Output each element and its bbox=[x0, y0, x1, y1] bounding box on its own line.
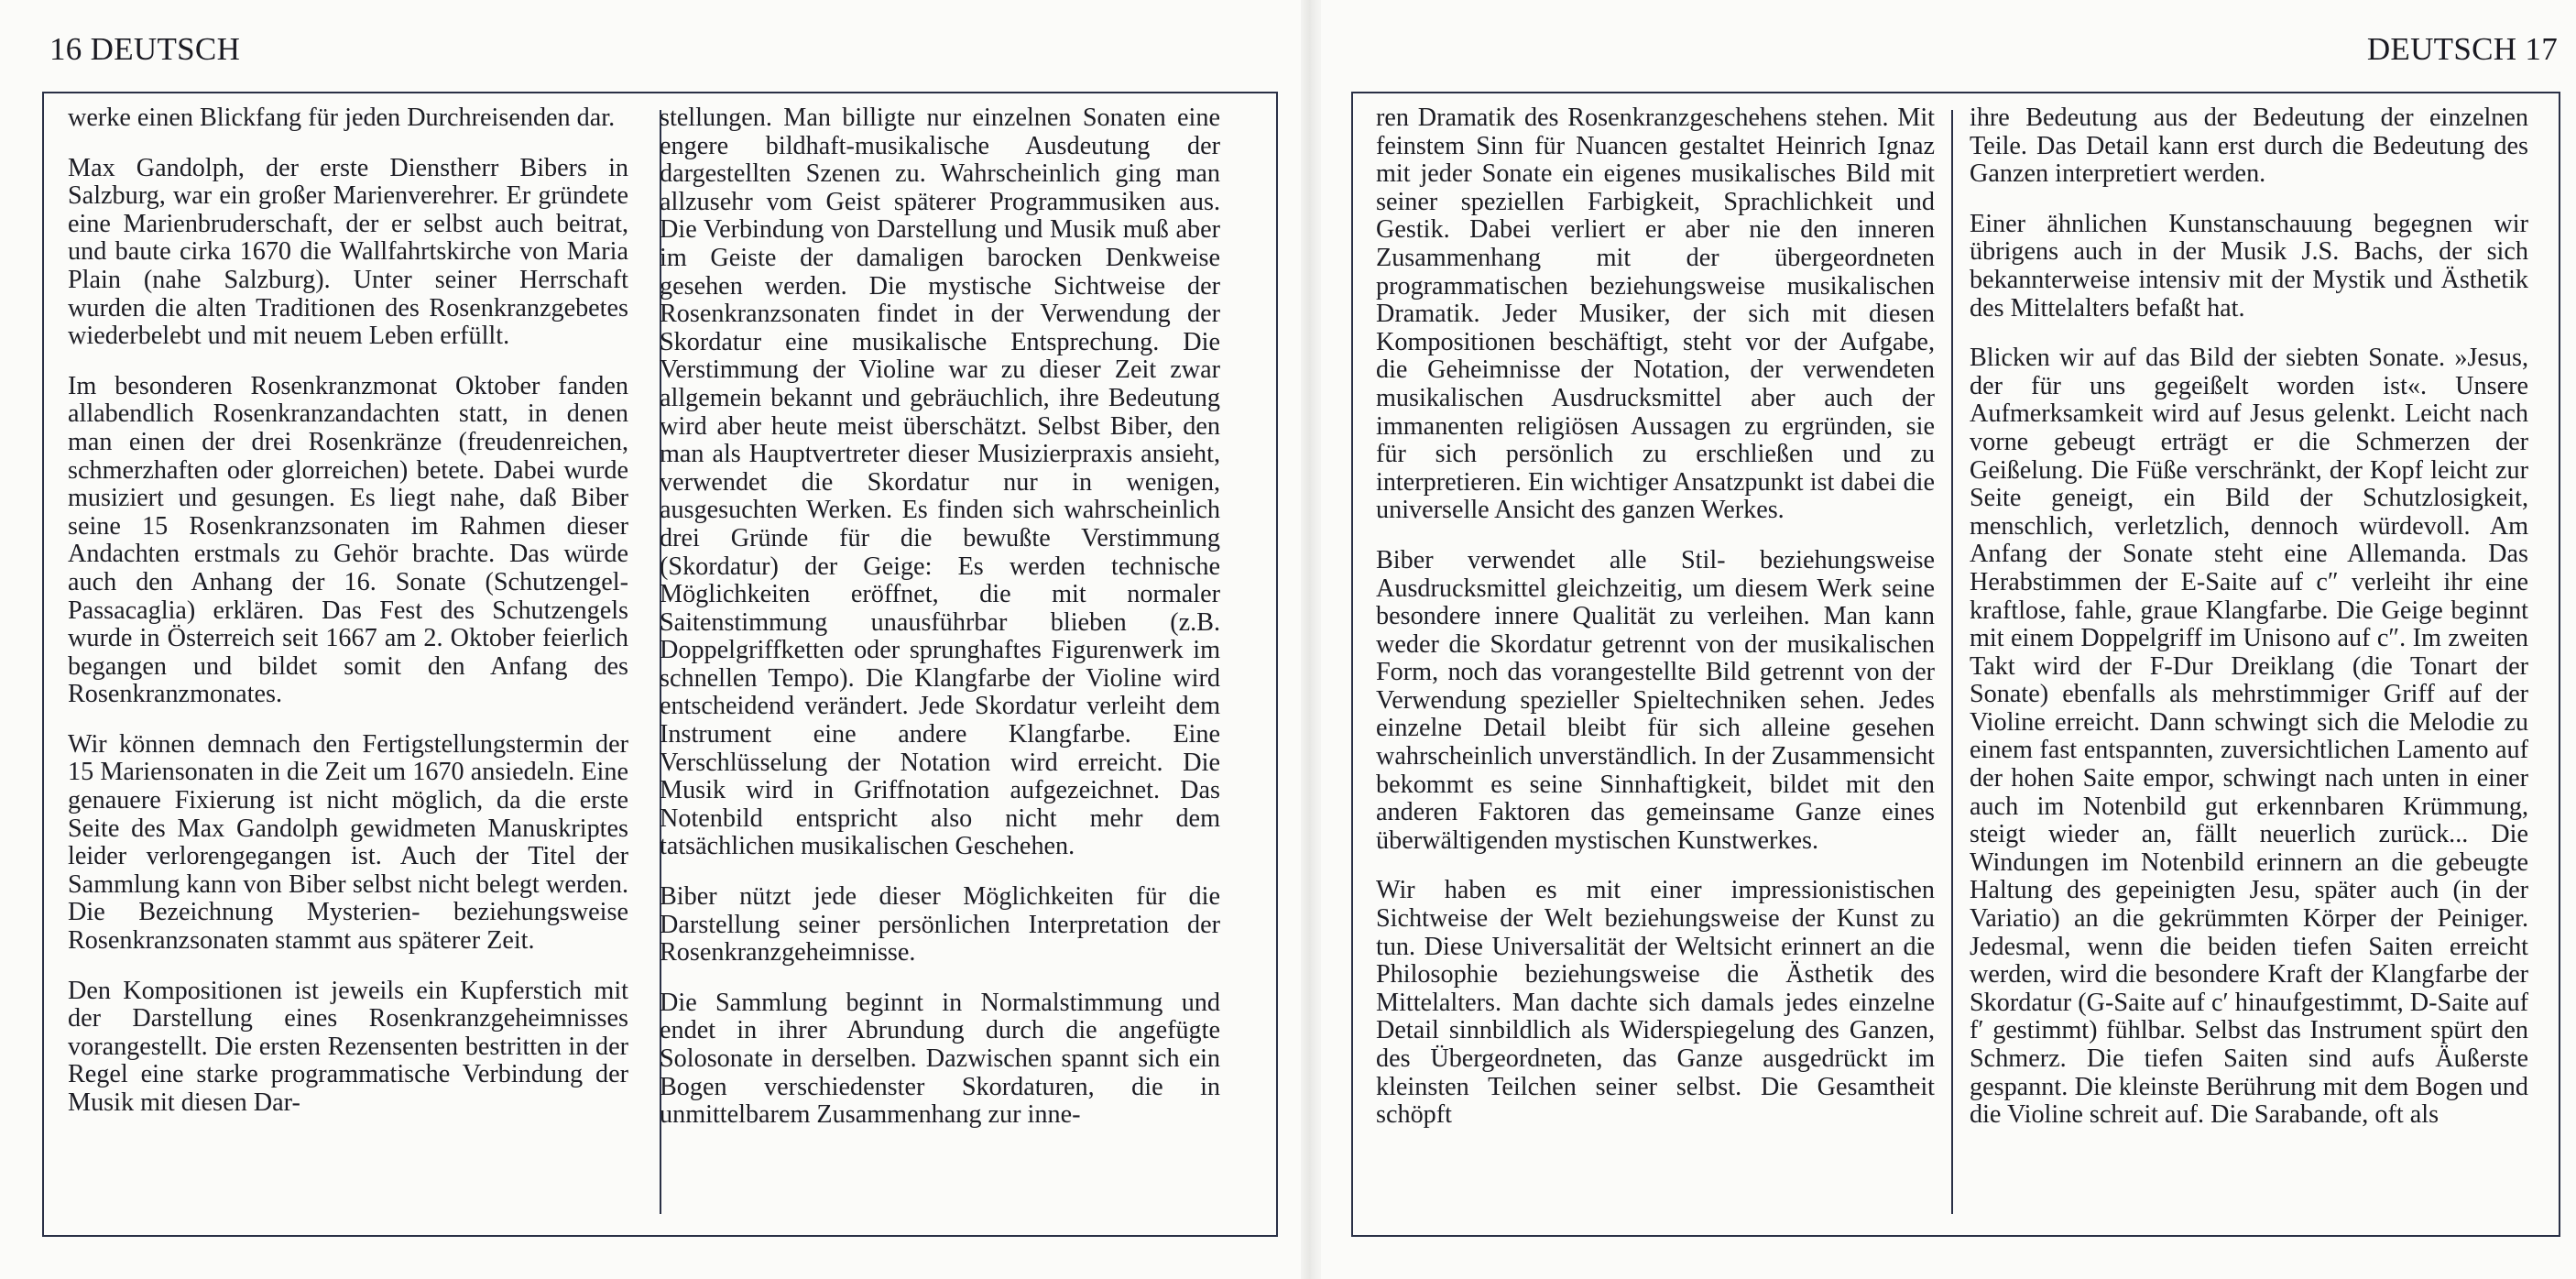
paragraph: Die Sammlung beginnt in Normalstimmung und endet in ihrer Abrundung durch die angefügte Solosonate in derselben. Dazwischen spannt sich ein Bogen verschiedenster Skordaturen, die in unmittelbarem Zusammenhang zur inne- bbox=[660, 988, 1220, 1130]
right-page-column-2 bbox=[1970, 104, 2528, 1130]
right-column-rule bbox=[1951, 110, 1953, 1214]
paragraph: Den Kompositionen ist jeweils ein Kupferstich mit der Darstellung eines Rosenkranzgeheimnisses vorangestellt. Die ersten Rezensenten bestritten in der Regel eine starke programmatische Verbindung der Musik mit diesen Dar- bbox=[68, 976, 628, 1117]
paragraph: Wir haben es mit einer impressionistischen Sichtweise der Welt beziehungsweise der Kunst zu tun. Diese Universalität der Weltsicht erinnert an die Philosophie beziehungsweise die Ästhetik des Mittelalters. Man dachte sich damals jedes einzelne Detail sinnbildlich als Widerspiegelung des Ganzen, des Übergeordneten, das Ganze ausgedrückt im kleinsten Teilchen seiner selbst. Die Gesamtheit schöpft bbox=[1376, 876, 1935, 1130]
paragraph: Blicken wir auf das Bild der siebten Sonate. »Jesus, der für uns gegeißelt worden ist«. Unsere Aufmerksamkeit wird auf Jesus gelenkt. Leicht nach vorne gebeugt erträgt er die Schmerzen der Geißelung. Die Füße verschränkt, der Kopf leicht zur Seite geneigt, ein Bild der Schutzlosigkeit, menschlich, verletzlich, dennoch würdevoll. Am Anfang der Sonate steht eine Allemanda. Das Herabstimmen der E-Saite auf c″ verleiht ihr eine kraftlose, fahle, graue Klangfarbe. Die Geige beginnt mit einem Doppelgriff im Unisono auf c″. Im zweiten Takt wird der F-Dur Dreiklang (die Tonart der Sonate) ebenfalls als mehrstimmiger Griff auf der Violine erreicht. Dann schwingt sich die Melodie zu einem fast entspannten, zuversichtlichen Lamento auf der hohen Saite empor, schwingt nach unten in einer auch im Notenbild gut erkennbaren Krümmung, steigt wieder an, fällt neuerlich zurück... Die Windungen im Notenbild erinnern an die gebeugte Haltung des gepeinigten Jesu, später auch (in der Variatio) an die gekrümmten Körper der Peiniger. Jedesmal, wenn die beiden tiefen Saiten erreicht werden, wird die besondere Kraft der Klangfarbe der Skordatur (G-Saite auf c′ hinaufgestimmt, D-Saite auf f′ gestimmt) fühlbar. Selbst das Instrument spürt den Schmerz. Die tiefen Saiten sind aufs Äußerste gespannt. Die kleinste Berührung mit dem Bogen und die Violine schreit auf. Die Sarabande, oft als bbox=[1970, 344, 2528, 1130]
paragraph: Einer ähnlichen Kunstanschauung begegnen wir übrigens auch in der Musik J.S. Bachs, der sich bekannterweise intensiv mit der Mystik und Ästhetik des Mittelalters befaßt hat. bbox=[1970, 209, 2528, 322]
left-page-column-1 bbox=[68, 104, 628, 1118]
paragraph: Wir können demnach den Fertigstellungstermin der 15 Mariensonaten in die Zeit um 1670 ansiedeln. Eine genauere Fixierung ist nicht möglich, da die erste Seite des Max Gandolph gewidmeten Manuskriptes leider verlorengegangen ist. Auch der Titel der Sammlung kann von Biber selbst nicht belegt werden. Die Bezeichnung Mysterien- beziehungsweise Rosenkranzsonaten stammt aus späterer Zeit. bbox=[68, 729, 628, 956]
paragraph: stellungen. Man billigte nur einzelnen Sonaten eine engere bildhaft-musikalische Ausdeutung der dargestellten Szenen zu. Wahrscheinlich ging man allzusehr vom Geist späterer Programmusiken aus. Die Verbindung von Darstellung und Musik muß aber im Geiste der damaligen barocken Denkweise gesehen werden. Die mystische Sichtweise der Rosenkranzsonaten findet in der Verwendung der Skordatur eine musikalische Entsprechung. Die Verstimmung der Violine war zu dieser Zeit zwar allgemein bekannt und gebräuchlich, ihre Bedeutung wird aber heute meist überschätzt. Selbst Biber, den man als Hauptvertreter dieser Musizierpraxis ansieht, verwendet die Skordatur nur in wenigen, ausgesuchten Werken. Es finden sich wahrscheinlich drei Gründe für die bewußte Verstimmung (Skordatur) der Geige: Es werden technische Möglichkeiten eröffnet, die mit normaler Saitenstimmung unausführbar blieben (z.B. Doppelgriffketten oder sprunghaftes Figurenwerk im schnellen Tempo). Die Klangfarbe der Violine wird entscheidend verändert. Jede Skordatur verleiht dem Instrument eine andere Klangfarbe. Eine Verschlüsselung der Notation wird erreicht. Die Musik wird in Griffnotation aufgezeichnet. Das Notenbild entspricht also nicht mehr dem tatsächlichen musikalischen Geschehen. bbox=[660, 104, 1220, 861]
paragraph: Max Gandolph, der erste Dienstherr Bibers in Salzburg, war ein großer Marienverehrer. Er gründete eine Marienbruderschaft, der er selbst auch beitrat, und baute cirka 1670 die Wallfahrtskirche von Maria Plain (nahe Salzburg). Unter seiner Herrschaft wurden die alten Traditionen des Rosenkranzgebetes wiederbelebt und mit neuem Leben erfüllt. bbox=[68, 153, 628, 351]
paragraph: ihre Bedeutung aus der Bedeutung der einzelnen Teile. Das Detail kann erst durch die Bedeutung des Ganzen interpretiert werden. bbox=[1970, 104, 2528, 189]
paragraph: werke einen Blickfang für jeden Durchreisenden dar. bbox=[68, 104, 616, 132]
right-page-column-1 bbox=[1376, 104, 1935, 1130]
book-spine bbox=[1301, 0, 1321, 1279]
right-page-header: DEUTSCH 17 bbox=[2366, 31, 2558, 67]
left-page-header: 16 DEUTSCH bbox=[49, 31, 241, 67]
paragraph: Biber nützt jede dieser Möglichkeiten für die Darstellung seiner persönlichen Interpretation der Rosenkranzgeheimnisse. bbox=[660, 882, 1220, 967]
paragraph: Im besonderen Rosenkranzmonat Oktober fanden allabendlich Rosenkranzandachten statt, in denen man einen der drei Rosenkränze (freudenreichen, schmerzhaften oder glorreichen) betete. Dabei wurde musiziert und gesungen. Es liegt nahe, daß Biber seine 15 Rosenkranzsonaten im Rahmen dieser Andachten erstmals zu Gehör brachte. Das würde auch den Anhang der 16. Sonate (Schutzengel-Passacaglia) erklären. Das Fest des Schutzengels wurde in Österreich seit 1667 am 2. Oktober feierlich begangen und bildet somit den Anfang des Rosenkranzmonates. bbox=[68, 371, 628, 709]
paragraph: ren Dramatik des Rosenkranzgeschehens stehen. Mit feinstem Sinn für Nuancen gestaltet Heinrich Ignaz mit jeder Sonate ein eigenes musikalisches Bild mit seiner speziellen Farbigkeit, Sprachlichkeit und Gestik. Dabei verliert er aber nie den inneren Zusammenhang mit der übergeordneten programmatischen beziehungsweise musikalischen Dramatik. Jeder Musiker, der sich mit diesen Kompositionen beschäftigt, steht vor der Aufgabe, die Geheimnisse der Notation, der verwendeten musikalischen Ausdrucksmittel aber auch der immanenten religiösen Aussagen zu ergründen, sie für sich persönlich zu erschließen und zu interpretieren. Ein wichtiger Ansatzpunkt ist dabei die universelle Ansicht des ganzen Werkes. bbox=[1376, 104, 1935, 525]
paragraph: Biber verwendet alle Stil- beziehungsweise Ausdrucksmittel gleichzeitig, um diesem Werk seine besondere innere Qualität zu verleihen. Man kann weder die Skordatur getrennt von der musikalischen Form, noch das vorangestellte Bild getrennt von der Verwendung spezieller Spieltechniken sehen. Jedes einzelne Detail bleibt für sich alleine gesehen wahrscheinlich unverständlich. In der Zusammensicht bekommt es seine Sinnhaftigkeit, bildet mit den anderen Faktoren das gemeinsame Ganze eines überwältigenden mystischen Kunstwerkes. bbox=[1376, 545, 1935, 855]
left-page-column-2 bbox=[660, 104, 1220, 1130]
